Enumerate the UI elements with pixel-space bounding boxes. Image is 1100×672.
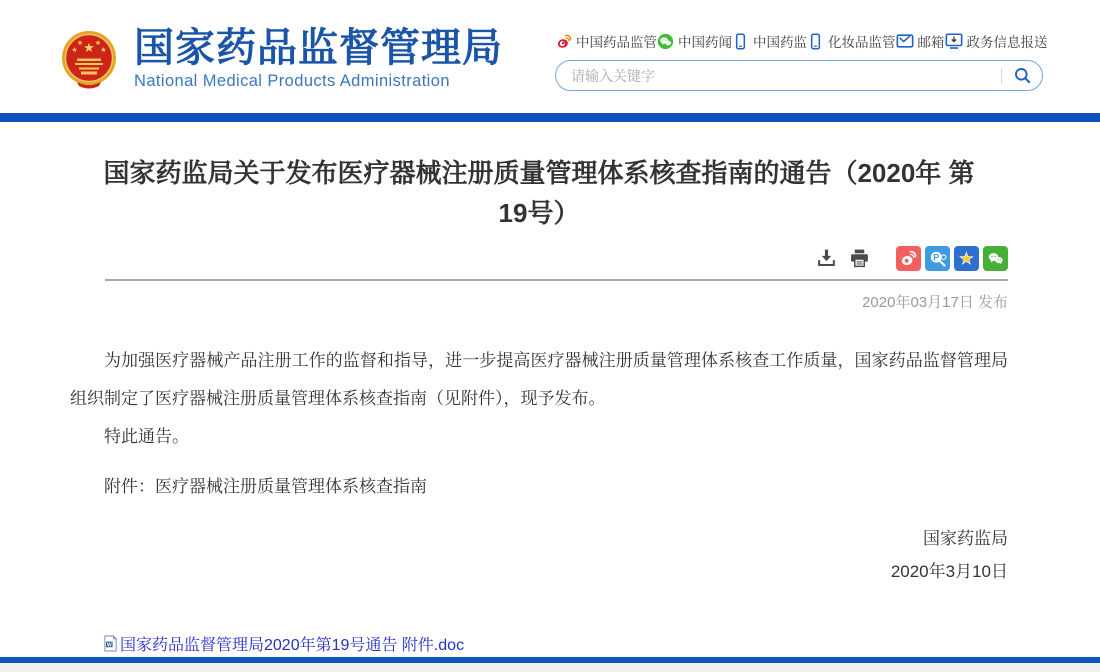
share-wechat-button[interactable] (983, 246, 1008, 271)
printer-icon (849, 248, 870, 269)
quick-link-report[interactable] (945, 31, 1048, 51)
site-name-zh: 国家药品监督管理局 (134, 26, 503, 70)
signature-date: 2020年3月10日 (890, 562, 1008, 581)
download-icon (816, 248, 837, 269)
main-content (0, 122, 1100, 657)
search-input[interactable] (571, 68, 1001, 84)
header-divider-bar (0, 113, 1100, 122)
svg-text:★: ★ (76, 39, 84, 47)
svg-text:★: ★ (959, 249, 974, 269)
share-qzone-button[interactable] (954, 246, 979, 271)
word-doc-icon (103, 635, 118, 652)
national-emblem-logo[interactable] (57, 27, 121, 91)
quick-link-label: 化妆品监管 (828, 35, 896, 50)
title-separator (105, 279, 1008, 281)
quick-link-label: 中国药品监管 (576, 35, 657, 50)
quick-link-mail[interactable] (896, 31, 945, 51)
signature-agency: 国家药监局 (923, 529, 1008, 548)
svg-text:★: ★ (71, 46, 78, 54)
weibo-share-icon (898, 248, 919, 269)
svg-text:★: ★ (83, 39, 95, 55)
svg-text:P: P (933, 252, 940, 263)
quick-link-wechat[interactable] (657, 31, 732, 51)
mail-icon (896, 32, 914, 50)
search-bar (555, 60, 1043, 91)
quick-link-label: 政务信息报送 (966, 35, 1048, 50)
quick-link-cosmetics-app[interactable] (807, 31, 896, 51)
search-icon (1013, 66, 1032, 85)
download-button[interactable] (816, 248, 837, 269)
phone-icon (807, 33, 824, 50)
article-toolbar (70, 246, 1008, 271)
quick-link-yaojian-app[interactable] (732, 31, 807, 51)
site-name-en: National Medical Products Administration (134, 72, 450, 90)
wechat-share-icon (985, 248, 1006, 269)
svg-text:W: W (106, 642, 112, 649)
share-weibo-button[interactable] (896, 246, 921, 271)
phone-icon (732, 33, 749, 50)
paragraph: 为加强医疗器械产品注册工作的监督和指导，进一步提高医疗器械注册质量管理体系核查工作质量，国家药品监督管理局组织制定了医疗器械注册质量管理体系核查指南（见附件），现予发布。 (70, 351, 1008, 408)
report-monitor-icon (945, 32, 963, 50)
share-search-button[interactable] (925, 246, 950, 271)
search-button[interactable] (1009, 64, 1036, 87)
weibo-icon (555, 33, 572, 50)
search-divider (1001, 68, 1002, 84)
qzone-star-icon (956, 248, 977, 269)
quick-link-label: 邮箱 (917, 35, 945, 50)
site-header (0, 0, 1100, 113)
publish-date: 2020年03月17日 发布 (862, 294, 1008, 311)
site-names (134, 26, 503, 91)
share-buttons (892, 246, 1008, 271)
wechat-icon (657, 33, 674, 50)
signature-block (70, 522, 1008, 588)
print-button[interactable] (849, 248, 870, 269)
svg-text:★: ★ (100, 46, 107, 54)
page-title: 国家药监局关于发布医疗器械注册质量管理体系核查指南的通告（2020年 第19号） (103, 158, 975, 228)
attachment-link[interactable] (103, 632, 464, 655)
quick-link-label: 中国药监 (753, 35, 807, 50)
search-share-icon (927, 248, 948, 269)
footer (0, 663, 1100, 672)
attachment-line: 附件：医疗器械注册质量管理体系核查指南 (104, 477, 427, 496)
svg-text:★: ★ (94, 39, 102, 47)
paragraph: 特此通告。 (104, 427, 189, 446)
quick-links (555, 31, 1048, 51)
quick-link-label: 中国药闻 (678, 35, 732, 50)
brand (57, 26, 503, 91)
quick-link-weibo[interactable] (555, 31, 657, 51)
article (70, 153, 1008, 657)
header-right (555, 31, 1048, 91)
attachment-label: 国家药品监督管理局2020年第19号通告 附件.doc (120, 637, 465, 654)
